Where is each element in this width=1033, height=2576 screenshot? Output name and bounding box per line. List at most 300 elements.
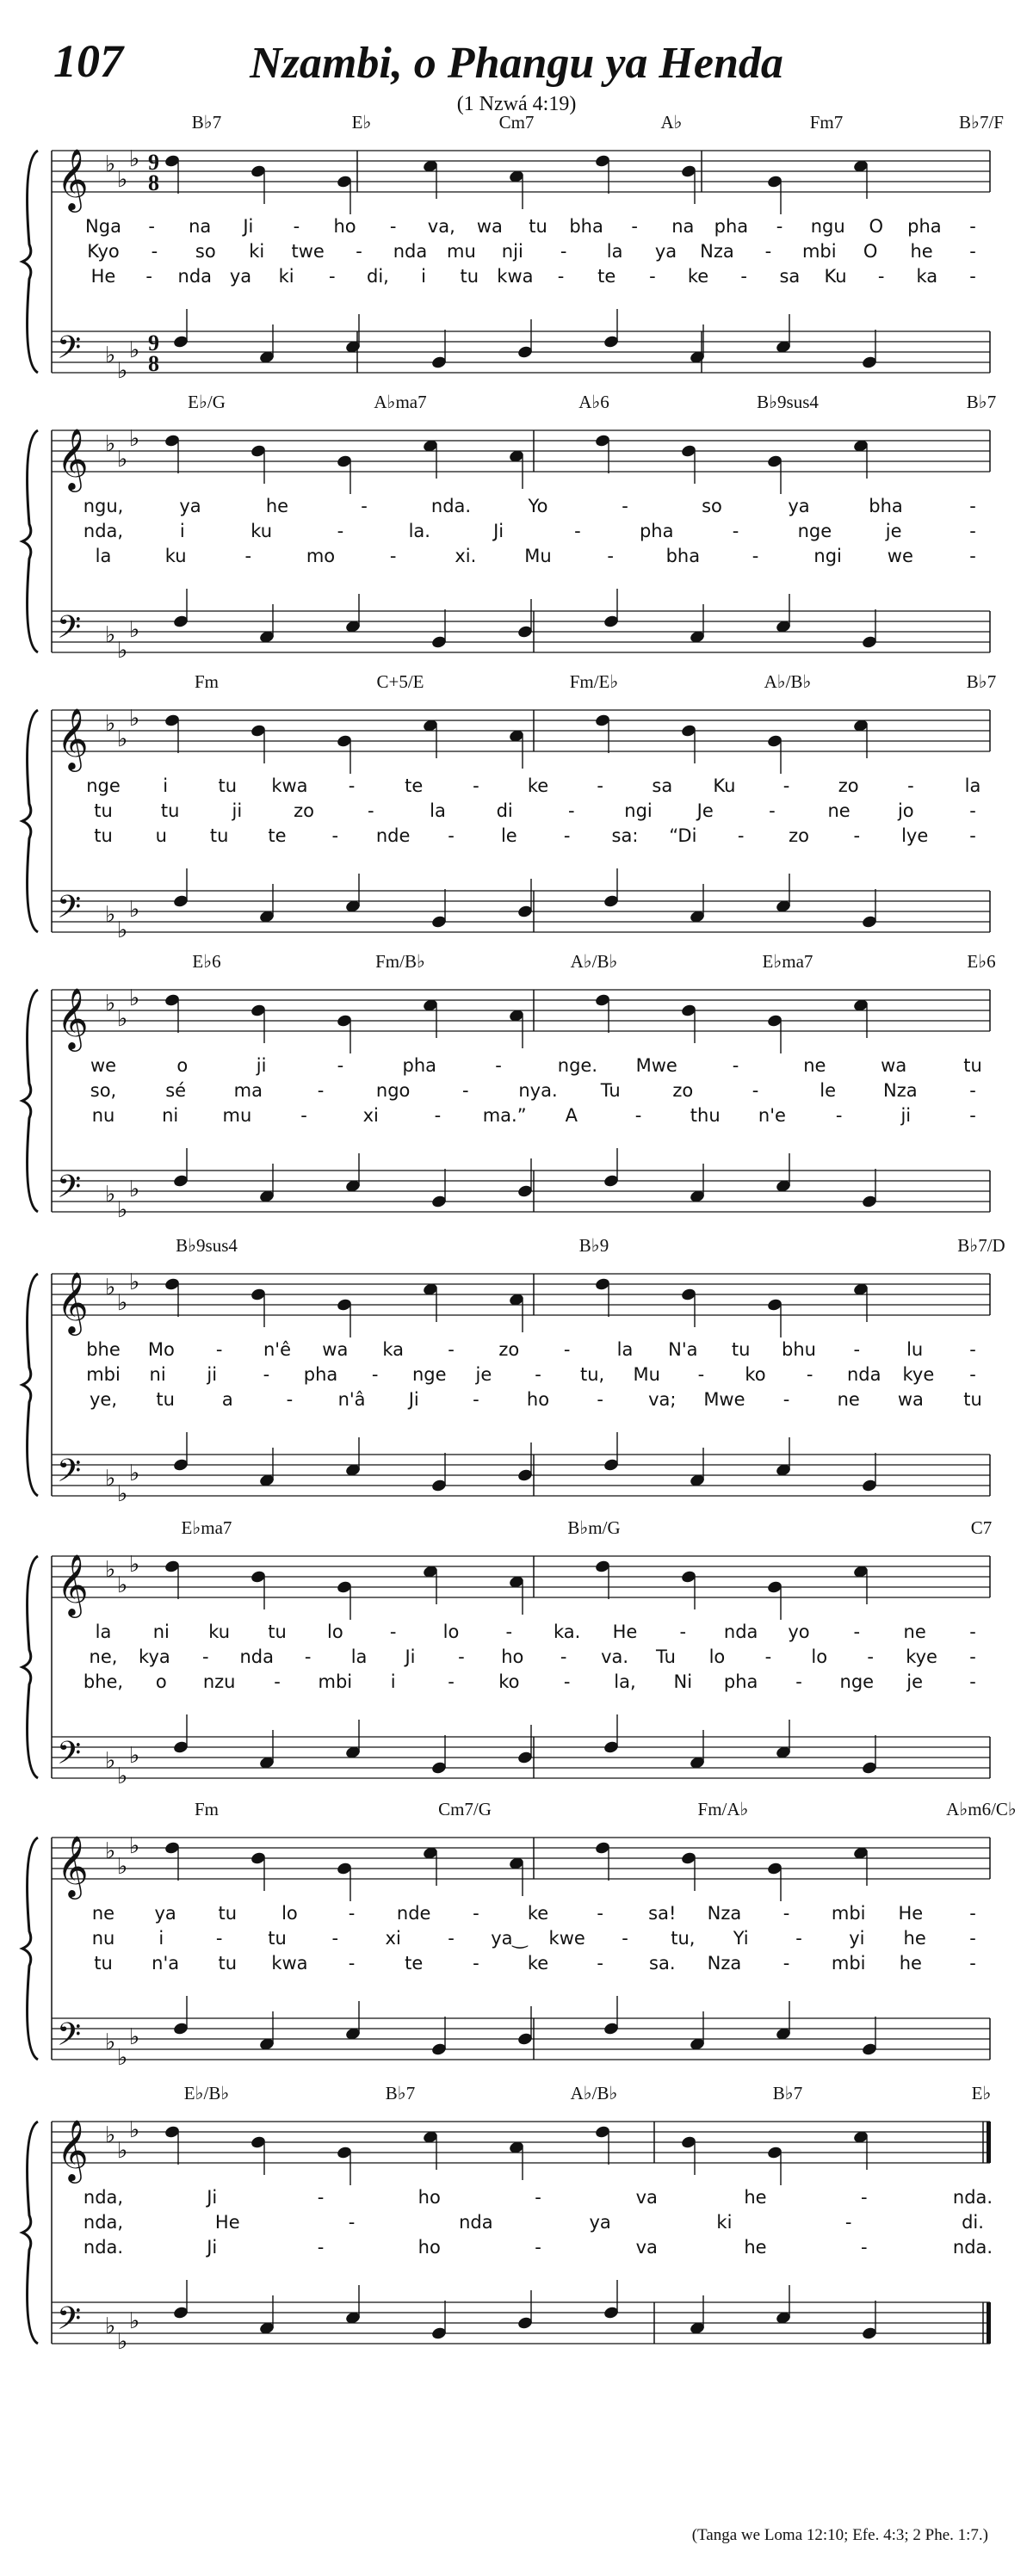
lyric-syllable: tu <box>218 1953 238 1974</box>
lyric-syllable: va, <box>427 216 455 237</box>
system-8 <box>22 2083 993 2355</box>
lyric-syllable: - <box>263 1364 270 1385</box>
flat-icon: ♭ <box>117 726 128 752</box>
flat-icon: ♭ <box>129 1177 140 1202</box>
lyric-syllable: bhe, <box>83 1671 124 1692</box>
lyric-syllable: - <box>215 1339 223 1360</box>
lyric-syllable: o <box>155 1671 167 1692</box>
lyric-syllable: sa <box>779 266 801 287</box>
lyric-syllable: lu <box>906 1339 924 1360</box>
song-scripture: (1 Nzwá 4:19) <box>456 93 577 115</box>
system-2 <box>22 392 996 664</box>
lyric-syllable: - <box>969 1080 976 1101</box>
lyric-syllable: - <box>597 1903 603 1924</box>
treble-clef-icon: 𝄞 <box>57 427 89 490</box>
lyric-syllable: wa <box>897 1389 924 1410</box>
lyric-syllable: sa <box>652 775 673 796</box>
lyric-syllable: lo <box>281 1903 298 1924</box>
flat-icon: ♭ <box>129 1552 140 1578</box>
system-brace <box>22 1274 38 1496</box>
lyric-syllable: - <box>329 266 336 287</box>
lyric-syllable: xi. <box>455 546 477 566</box>
lyric-syllable: nge <box>411 1364 447 1385</box>
chord-symbol: A♭/B♭ <box>570 2083 618 2103</box>
lyric-syllable: - <box>317 1080 325 1101</box>
lyric-syllable: ne, <box>89 1646 118 1667</box>
lyric-syllable: di. <box>962 2212 984 2233</box>
lyric-syllable: - <box>969 1364 976 1385</box>
lyric-syllable: te <box>268 825 287 846</box>
lyric-syllable: - <box>448 1928 455 1949</box>
lyric-syllable: - <box>148 216 155 237</box>
lyric-syllable: tu <box>529 216 547 237</box>
lyric-syllable: Mu <box>524 546 552 566</box>
lyric-syllable: je <box>885 521 902 541</box>
chord-symbol: E♭ <box>971 2083 992 2103</box>
bass-clef-icon: 𝄢 <box>57 330 82 374</box>
lyric-syllable: Nza <box>707 1953 742 1974</box>
lyric-syllable: pha <box>723 1671 758 1692</box>
lyric-syllable: nda, <box>83 521 124 541</box>
lyric-syllable: ma.” <box>482 1105 527 1126</box>
flat-icon: ♭ <box>105 1275 116 1300</box>
lyric-syllable: - <box>769 800 776 821</box>
lyric-syllable: nge. <box>557 1055 598 1076</box>
lyric-syllable: O <box>863 241 878 262</box>
lyric-syllable: je <box>906 1671 924 1692</box>
flat-icon: ♭ <box>129 897 140 923</box>
lyric-syllable: - <box>740 266 747 287</box>
chord-symbol: E♭6 <box>192 951 221 972</box>
flat-icon: ♭ <box>129 2117 140 2143</box>
lyric-syllable: nda <box>239 1646 274 1667</box>
lyric-syllable: he <box>899 1953 922 1974</box>
lyric-syllable: bha <box>665 546 701 566</box>
lyric-syllable: “Di <box>669 825 697 846</box>
lyric-syllable: la <box>606 241 623 262</box>
lyric-syllable: ne <box>837 1389 860 1410</box>
lyric-syllable: nda. <box>83 2237 124 2258</box>
lyric-syllable: he <box>265 496 289 516</box>
flat-icon: ♭ <box>129 617 140 643</box>
bass-staff <box>52 330 990 384</box>
lyric-syllable: He <box>90 266 116 287</box>
time-sig-numerator: 9 <box>148 150 159 175</box>
lyric-syllable: ko <box>745 1364 766 1385</box>
lyric-syllable: - <box>448 1339 455 1360</box>
lyric-syllable: zo <box>498 1339 520 1360</box>
flat-icon: ♭ <box>105 431 116 457</box>
system-brace <box>22 1556 38 1778</box>
chord-symbol: Fm <box>194 671 220 692</box>
system-brace <box>22 710 38 932</box>
lyric-syllable: nda <box>177 266 213 287</box>
flat-icon: ♭ <box>117 2045 128 2071</box>
lyric-syllable: - <box>969 1953 976 1974</box>
flat-icon: ♭ <box>117 1006 128 1032</box>
lyric-syllable: - <box>969 1339 976 1360</box>
lyric-syllable: ni <box>162 1105 179 1126</box>
flat-icon: ♭ <box>117 2138 128 2164</box>
lyric-syllable: Yi <box>733 1928 749 1949</box>
lyric-syllable: ni <box>149 1364 166 1385</box>
lyric-syllable: ke <box>687 266 709 287</box>
lyric-syllable: - <box>969 1928 976 1949</box>
lyric-syllable: ji <box>207 1364 218 1385</box>
lyric-syllable: lo <box>326 1622 343 1642</box>
chord-symbol: Fm/A♭ <box>697 1799 749 1819</box>
lyric-syllable: - <box>631 216 639 237</box>
lyric-syllable: - <box>535 2187 541 2208</box>
treble-clef-icon: 𝄞 <box>57 2118 89 2181</box>
final-barline-thick <box>987 2302 991 2344</box>
lyric-syllable: la <box>350 1646 368 1667</box>
lyric-syllable: nda. <box>952 2237 993 2258</box>
treble-clef-icon: 𝄞 <box>57 1553 89 1615</box>
lyric-syllable: pha <box>714 216 749 237</box>
lyric-syllable: - <box>361 496 368 516</box>
lyric-syllable: - <box>462 1080 469 1101</box>
lyric-syllable: wa <box>476 216 503 237</box>
lyric-syllable: - <box>473 775 479 796</box>
lyric-syllable: nde <box>375 825 411 846</box>
lyric-syllable: tu <box>268 1928 287 1949</box>
flat-icon: ♭ <box>105 343 116 368</box>
lyric-syllable: ni <box>152 1622 170 1642</box>
lyric-syllable: ho <box>333 216 356 237</box>
lyric-syllable: Nza <box>707 1903 742 1924</box>
lyric-syllable: ya <box>229 266 252 287</box>
lyric-syllable: xi <box>362 1105 379 1126</box>
chord-symbol: E♭ <box>351 112 372 133</box>
lyric-syllable: ne <box>903 1622 926 1642</box>
lyric-syllable: pha <box>402 1055 437 1076</box>
flat-icon: ♭ <box>117 917 128 943</box>
lyric-syllable: - <box>752 546 759 566</box>
lyric-syllable: te <box>405 775 424 796</box>
final-barline-thick <box>987 2122 991 2163</box>
song-number: 107 <box>53 35 123 87</box>
lyric-syllable: pha <box>303 1364 338 1385</box>
lyric-syllable: nge <box>797 521 832 541</box>
lyric-syllable: - <box>853 1622 861 1642</box>
lyric-syllable: nda, <box>83 2187 124 2208</box>
system-3 <box>22 671 996 943</box>
lyric-syllable: sé <box>165 1080 187 1101</box>
lyric-syllable: - <box>367 800 374 821</box>
treble-clef-icon: 𝄞 <box>57 707 89 769</box>
lyric-syllable: ji <box>256 1055 267 1076</box>
lyric-syllable: sa! <box>648 1903 677 1924</box>
lyric-syllable: Ku <box>713 775 736 796</box>
lyric-syllable: kwe <box>548 1928 585 1949</box>
bass-clef-icon: 𝄢 <box>57 2301 82 2344</box>
chord-symbol: E♭6 <box>967 951 996 972</box>
lyric-syllable: - <box>568 800 575 821</box>
flat-icon: ♭ <box>105 991 116 1016</box>
lyric-syllable: ji <box>232 800 243 821</box>
lyric-syllable: tu <box>460 266 479 287</box>
lyric-syllable: Ji <box>405 1646 416 1667</box>
flat-icon: ♭ <box>117 638 128 664</box>
lyric-syllable: ka <box>382 1339 405 1360</box>
lyric-syllable: He <box>214 2212 240 2233</box>
flat-icon: ♭ <box>105 622 116 648</box>
lyric-syllable: tu, <box>671 1928 696 1949</box>
chord-symbol: B♭m/G <box>567 1517 621 1538</box>
lyric-syllable: ma <box>233 1080 263 1101</box>
system-6 <box>22 1517 992 1789</box>
lyric-syllable: - <box>215 1928 223 1949</box>
lyric-syllable: nde <box>396 1903 431 1924</box>
lyric-syllable: - <box>853 825 861 846</box>
bass-staff <box>52 1169 990 1223</box>
bass-staff <box>52 1735 990 1789</box>
flat-icon: ♭ <box>105 711 116 737</box>
lyric-syllable: - <box>969 216 976 237</box>
lyric-syllable: - <box>348 1903 356 1924</box>
lyric-syllable: tu <box>160 800 180 821</box>
chord-symbol: A♭/B♭ <box>764 671 812 692</box>
lyric-syllable: - <box>473 1953 479 1974</box>
lyric-syllable: ki <box>249 241 265 262</box>
system-1 <box>22 112 1004 384</box>
chord-symbol: B♭9sus4 <box>757 392 819 412</box>
lyric-syllable: nda. <box>430 496 472 516</box>
lyric-syllable: - <box>795 1928 802 1949</box>
lyric-syllable: nya. <box>518 1080 558 1101</box>
lyric-syllable: - <box>969 1622 976 1642</box>
lyric-syllable: va <box>635 2237 658 2258</box>
lyric-syllable: n'e <box>758 1105 786 1126</box>
lyric-syllable: - <box>835 1105 843 1126</box>
lyric-syllable: he <box>744 2237 767 2258</box>
lyric-syllable: mo <box>306 546 336 566</box>
flat-icon: ♭ <box>129 2024 140 2050</box>
lyric-syllable: u <box>155 825 167 846</box>
lyric-syllable: zo <box>838 775 859 796</box>
lyric-syllable: i <box>421 266 427 287</box>
lyric-syllable: kye <box>902 1364 935 1385</box>
time-sig-numerator: 9 <box>148 330 159 355</box>
flat-icon: ♭ <box>105 2313 116 2339</box>
lyric-syllable: - <box>764 1646 772 1667</box>
lyric-syllable: yi <box>849 1928 865 1949</box>
lyric-syllable: - <box>389 216 397 237</box>
lyric-syllable: - <box>679 1622 687 1642</box>
lyric-syllable: ya <box>654 241 677 262</box>
lyric-syllable: ke <box>527 775 549 796</box>
lyric-syllable: nda <box>846 1364 881 1385</box>
lyric-syllable: - <box>331 825 339 846</box>
treble-clef-icon: 𝄞 <box>57 1270 89 1333</box>
flat-icon: ♭ <box>117 2329 128 2355</box>
lyric-syllable: Mwe <box>703 1389 745 1410</box>
lyric-syllable: va; <box>648 1389 677 1410</box>
chord-symbol: A♭m6/C♭ <box>946 1799 1017 1819</box>
flat-icon: ♭ <box>105 1748 116 1774</box>
lyric-syllable: - <box>969 1671 976 1692</box>
lyric-syllable: ko <box>498 1671 520 1692</box>
lyric-syllable: le <box>500 825 517 846</box>
lyric-syllable: ho <box>418 2187 441 2208</box>
treble-clef-icon: 𝄞 <box>57 147 89 210</box>
lyric-syllable: ne <box>827 800 851 821</box>
lyric-syllable: wa <box>881 1055 907 1076</box>
lyric-syllable: - <box>969 546 976 566</box>
lyric-syllable: - <box>969 800 976 821</box>
lyric-syllable: - <box>473 1389 479 1410</box>
lyric-syllable: nda <box>393 241 428 262</box>
lyric-syllable: - <box>244 546 252 566</box>
chord-symbol: E♭ma7 <box>762 951 813 972</box>
chord-symbol: B♭7 <box>966 671 997 692</box>
lyric-syllable: lo <box>708 1646 726 1667</box>
lyric-syllable: thu <box>690 1105 721 1126</box>
lyric-syllable: ku <box>208 1622 231 1642</box>
flat-icon: ♭ <box>117 167 128 193</box>
lyric-syllable: - <box>597 1953 603 1974</box>
system-brace <box>22 2122 38 2344</box>
chord-symbol: A♭ <box>660 112 683 133</box>
lyric-syllable: nji <box>501 241 523 262</box>
lyric-syllable: di <box>496 800 513 821</box>
lyric-syllable: tu <box>218 775 238 796</box>
lyric-syllable: ngu, <box>83 496 124 516</box>
flat-icon: ♭ <box>105 2122 116 2148</box>
lyric-syllable: - <box>574 521 581 541</box>
lyric-syllable: n'â <box>337 1389 366 1410</box>
lyric-syllable: - <box>348 1953 356 1974</box>
lyric-syllable: - <box>557 266 565 287</box>
lyric-syllable: tu <box>218 1903 238 1924</box>
time-sig-denominator: 8 <box>148 170 159 195</box>
lyric-syllable: - <box>607 546 614 566</box>
lyric-syllable: ya <box>154 1903 176 1924</box>
lyric-syllable: - <box>634 1105 642 1126</box>
lyric-syllable: ki <box>278 266 294 287</box>
lyric-syllable: nge <box>86 775 121 796</box>
lyric-syllable: - <box>495 1055 502 1076</box>
lyric-syllable: - <box>337 1055 344 1076</box>
lyric-syllable: ji <box>900 1105 912 1126</box>
lyric-syllable: - <box>560 241 567 262</box>
lyric-syllable: ya <box>788 496 810 516</box>
chord-symbol: Cm7 <box>498 112 535 133</box>
lyric-syllable: - <box>473 1903 479 1924</box>
bass-staff <box>52 889 990 943</box>
lyric-syllable: mbi <box>801 241 837 262</box>
lyric-syllable: ye, <box>89 1389 118 1410</box>
lyric-syllable: - <box>776 216 783 237</box>
treble-clef-icon: 𝄞 <box>57 1834 89 1897</box>
chord-symbol: Cm7/G <box>438 1799 492 1819</box>
lyric-syllable: - <box>274 1671 281 1692</box>
flat-icon: ♭ <box>129 2308 140 2334</box>
flat-icon: ♭ <box>129 1743 140 1769</box>
lyric-syllable: tu <box>963 1389 982 1410</box>
lyric-syllable: ne <box>91 1903 115 1924</box>
lyric-syllable: we <box>90 1055 117 1076</box>
lyric-syllable: ho <box>418 2237 441 2258</box>
bass-clef-icon: 𝄢 <box>57 609 82 653</box>
lyric-syllable: - <box>969 1105 976 1126</box>
lyric-syllable: mu <box>446 241 476 262</box>
lyric-syllable: so <box>195 241 216 262</box>
lyric-syllable: - <box>151 241 158 262</box>
lyric-syllable: tu <box>963 1055 982 1076</box>
system-5 <box>22 1235 1005 1507</box>
lyric-syllable: la <box>430 800 446 821</box>
lyric-syllable: so <box>702 496 722 516</box>
lyric-syllable: mbi <box>831 1953 866 1974</box>
chord-symbol: B♭7/F <box>959 112 1004 133</box>
lyric-syllable: He <box>612 1622 638 1642</box>
lyric-syllable: - <box>737 825 745 846</box>
lyric-syllable: ki <box>716 2212 733 2233</box>
chord-symbol: A♭/B♭ <box>570 951 618 972</box>
lyric-syllable: zo <box>789 825 809 846</box>
lyric-syllable: je <box>475 1364 492 1385</box>
lyric-syllable: - <box>293 216 300 237</box>
lyric-syllable: - <box>697 1364 705 1385</box>
lyric-syllable: la <box>95 546 112 566</box>
bass-staff <box>52 609 990 664</box>
lyric-syllable: - <box>853 1339 861 1360</box>
lyric-syllable: - <box>563 825 571 846</box>
lyric-syllable: i <box>163 775 169 796</box>
lyric-syllable: la. <box>408 521 430 541</box>
lyric-syllable: Kyo <box>87 241 120 262</box>
lyric-syllable: ya <box>179 496 201 516</box>
lyric-syllable: - <box>969 825 976 846</box>
lyric-syllable: le <box>820 1080 837 1101</box>
lyric-syllable: la, <box>614 1671 636 1692</box>
bass-clef-icon: 𝄢 <box>57 889 82 933</box>
chord-symbol: B♭7 <box>966 392 997 412</box>
lyric-syllable: N'a <box>668 1339 698 1360</box>
lyric-syllable: sa: <box>611 825 639 846</box>
lyric-syllable: - <box>371 1364 379 1385</box>
lyric-syllable: ke <box>527 1903 549 1924</box>
lyric-syllable: - <box>782 775 790 796</box>
lyric-syllable: zo <box>672 1080 694 1101</box>
lyric-syllable: Tu <box>656 1646 677 1667</box>
lyric-syllable: wa <box>322 1339 349 1360</box>
lyric-syllable: - <box>795 1671 802 1692</box>
lyric-syllable: i <box>390 1671 396 1692</box>
lyric-syllable: - <box>597 1389 603 1410</box>
lyric-syllable: - <box>969 241 976 262</box>
bass-staff <box>52 2017 990 2071</box>
lyric-syllable: Nza <box>883 1080 918 1101</box>
lyric-syllable: - <box>969 1646 976 1667</box>
lyric-syllable: pha <box>639 521 674 541</box>
lyric-syllable: Yo <box>528 496 548 516</box>
lyric-syllable: - <box>969 496 976 516</box>
treble-clef-icon: 𝄞 <box>57 986 89 1049</box>
lyric-syllable: - <box>597 775 603 796</box>
lyric-syllable: nge <box>839 1671 875 1692</box>
lyric-syllable: - <box>560 1646 567 1667</box>
lyric-syllable: ku <box>251 521 273 541</box>
lyric-syllable: Nza <box>700 241 734 262</box>
lyric-syllable: - <box>286 1389 294 1410</box>
lyric-syllable: va <box>635 2187 658 2208</box>
lyric-syllable: te <box>405 1953 424 1974</box>
chord-symbol: Fm/B♭ <box>375 951 425 972</box>
lyric-syllable: - <box>389 1622 397 1642</box>
